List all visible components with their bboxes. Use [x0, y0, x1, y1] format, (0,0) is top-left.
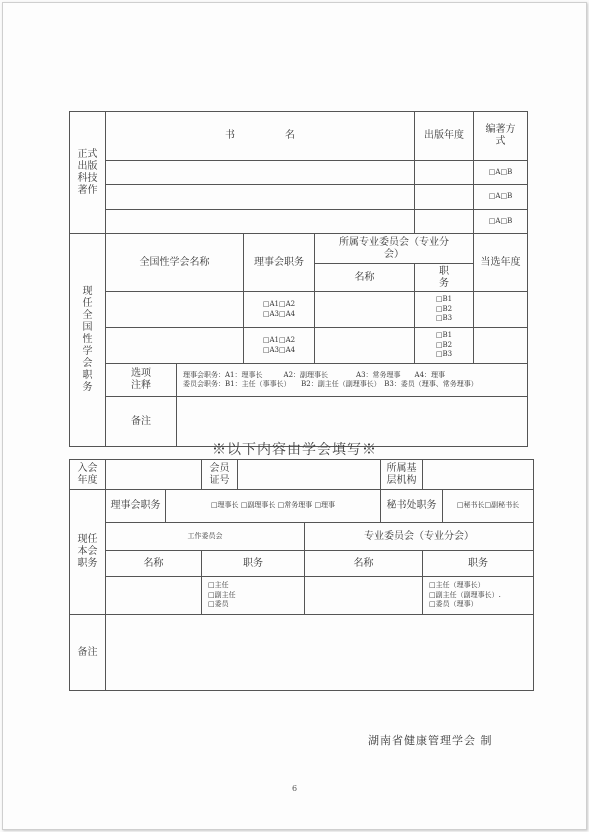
pro-post-options[interactable]: □主任（理事长） □副主任（副理事长）. □委员（理事） [423, 577, 534, 615]
national-row-label: 现 任 全 国 性 学 会 职 务 [70, 234, 106, 447]
work-post-header: 职务 [202, 551, 305, 577]
work-name-header: 名称 [106, 551, 202, 577]
options-legend: 理事会职务：A1：理事长 A2：副理事长 A3：常务理事 A4：理事 委员会职务：B1：主任（事事长） B2：副主任（副理事长） B3：委员（理事、常务理事） [177, 364, 528, 397]
member-no-cell[interactable] [238, 460, 381, 490]
work-name-cell[interactable] [106, 577, 202, 615]
secretary-post-label: 秘书处职务 [381, 490, 443, 523]
secretary-post-options[interactable]: □秘书长□副秘书长 [443, 490, 534, 523]
book-title-cell[interactable] [106, 209, 415, 233]
elected-year-cell[interactable] [474, 328, 528, 364]
divider-title: ※以下内容由学会填写※ [212, 442, 377, 458]
pro-name-cell[interactable] [305, 577, 423, 615]
join-year-cell[interactable] [106, 460, 202, 490]
edit-method-header: 编著方 式 [474, 112, 528, 161]
council-post-options[interactable]: □理事长 □副理事长 □常务理事 □理事 [166, 490, 381, 523]
society-name-cell[interactable] [106, 292, 244, 328]
pro-post-header: 职务 [423, 551, 534, 577]
committee-post-options[interactable]: □B1 □B2 □B3 [415, 328, 474, 364]
book-year-cell[interactable] [415, 161, 474, 185]
committee-name-cell[interactable] [315, 292, 415, 328]
pro-committee-header: 专业委员会（专业分会） [305, 523, 534, 551]
issuer-signature: 湖南省健康管理学会 制 [368, 734, 493, 747]
org-label: 所属基 层机构 [381, 460, 423, 490]
book-method-option[interactable]: □A□B [474, 209, 528, 233]
committee-post-header: 职 务 [415, 264, 474, 292]
committee-header: 所属专业委员会（专业分 会） [315, 234, 474, 264]
remark-label: 备注 [106, 397, 177, 447]
association-row-label: 现任 本会 职务 [70, 490, 106, 615]
council-post-options[interactable]: □A1□A2 □A3□A4 [244, 292, 315, 328]
council-post-header: 理事会职务 [244, 234, 315, 292]
council-post-options[interactable]: □A1□A2 □A3□A4 [244, 328, 315, 364]
work-post-options[interactable]: □主任 □副主任 □委员 [202, 577, 305, 615]
org-cell[interactable] [423, 460, 534, 490]
member-no-label: 会员 证号 [202, 460, 238, 490]
society-name-cell[interactable] [106, 328, 244, 364]
work-committee-header: 工作委员会 [106, 523, 305, 551]
personal-info-table [69, 111, 528, 447]
options-label: 选项 注释 [106, 364, 177, 397]
book-year-cell[interactable] [415, 185, 474, 209]
books-row-label: 正式 出版 科技 著作 [70, 112, 106, 234]
book-title-cell[interactable] [106, 185, 415, 209]
pro-name-header: 名称 [305, 551, 423, 577]
elected-year-cell[interactable] [474, 292, 528, 328]
book-method-option[interactable]: □A□B [474, 161, 528, 185]
publish-year-header: 出版年度 [415, 112, 474, 161]
association-remark-cell[interactable] [106, 615, 534, 691]
society-name-header: 全国性学会名称 [106, 234, 244, 292]
book-year-cell[interactable] [415, 209, 474, 233]
book-method-option[interactable]: □A□B [474, 185, 528, 209]
page-number: 6 [291, 784, 298, 793]
association-remark-label: 备注 [70, 615, 106, 691]
council-post-label: 理事会职务 [106, 490, 166, 523]
committee-post-options[interactable]: □B1 □B2 □B3 [415, 292, 474, 328]
committee-name-cell[interactable] [315, 328, 415, 364]
association-table [69, 459, 534, 691]
book-title-cell[interactable] [106, 161, 415, 185]
book-title-header: 书 名 [106, 112, 415, 161]
join-year-label: 入会 年度 [70, 460, 106, 490]
elected-year-header: 当选年度 [474, 234, 528, 292]
committee-name-header: 名称 [315, 264, 415, 292]
